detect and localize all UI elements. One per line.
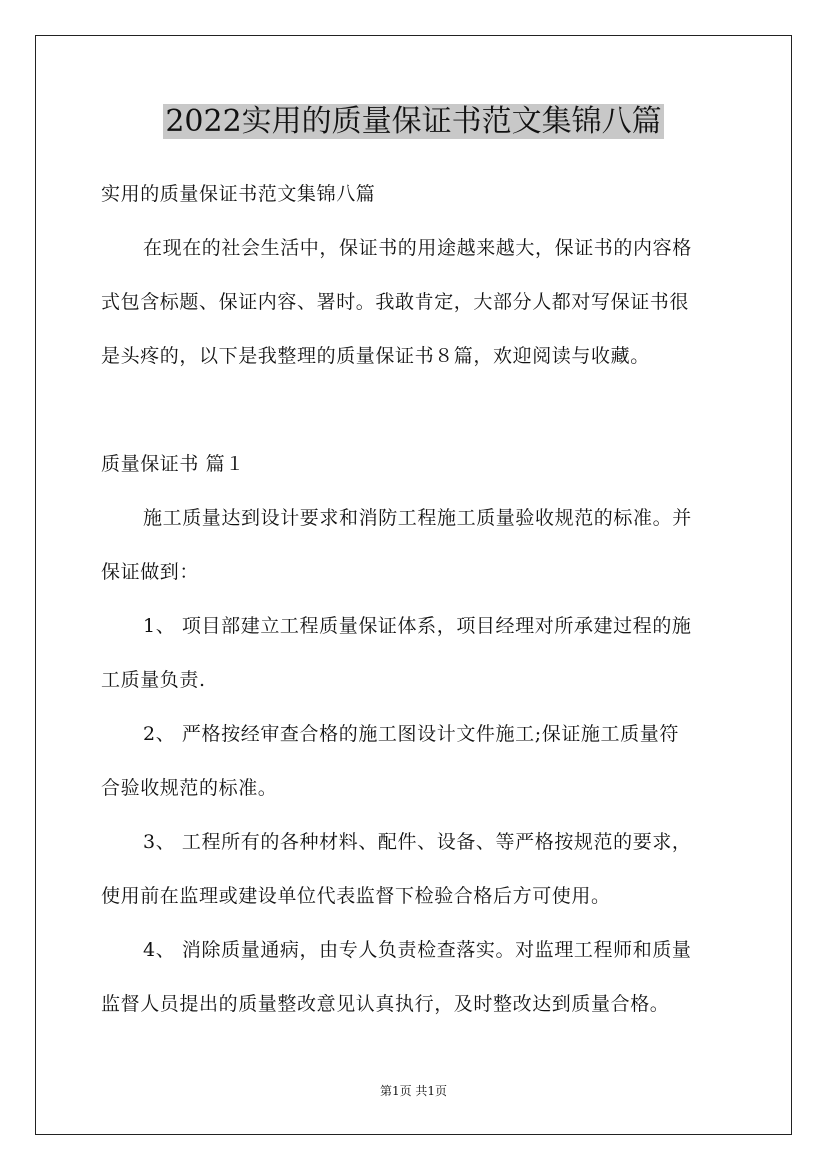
paragraph-line: 施工质量达到设计要求和消防工程施工质量验收规范的标准。并 [143, 507, 692, 529]
intro-line-3: 是头疼的，以下是我整理的质量保证书８篇，欢迎阅读与收藏。 [101, 345, 650, 367]
list-item-2-line-1: 2、 严格按经审查合格的施工图设计文件施工;保证施工质量符 [143, 723, 679, 745]
document-subtitle: 实用的质量保证书范文集锦八篇 [101, 183, 376, 205]
list-item-4-line-2: 监督人员提出的质量整改意见认真执行，及时整改达到质量合格。 [101, 993, 670, 1015]
paragraph-line: 保证做到： [101, 561, 200, 583]
list-item-4-line-1: 4、 消除质量通病，由专人负责检查落实。对监理工程师和质量 [143, 939, 692, 961]
page-number-footer: 第1页 共1页 [379, 1084, 448, 1098]
document-title-text: 2022实用的质量保证书范文集锦八篇 [165, 104, 662, 139]
intro-line-1: 在现在的社会生活中，保证书的用途越来越大，保证书的内容格 [143, 237, 692, 259]
list-item-1-line-2: 工质量负责. [101, 669, 206, 691]
section-heading: 质量保证书 篇１ [101, 453, 245, 475]
list-item-2-line-2: 合验收规范的标准。 [101, 777, 278, 799]
list-item-1-line-1: 1、 项目部建立工程质量保证体系，项目经理对所承建过程的施 [143, 615, 692, 637]
list-item-3-line-2: 使用前在监理或建设单位代表监督下检验合格后方可使用。 [101, 885, 611, 907]
document-title [0, 100, 827, 144]
list-item-3-line-1: 3、 工程所有的各种材料、配件、设备、等严格按规范的要求， [143, 831, 692, 853]
intro-line-2: 式包含标题、保证内容、署时。我敢肯定，大部分人都对写保证书很 [101, 291, 690, 313]
